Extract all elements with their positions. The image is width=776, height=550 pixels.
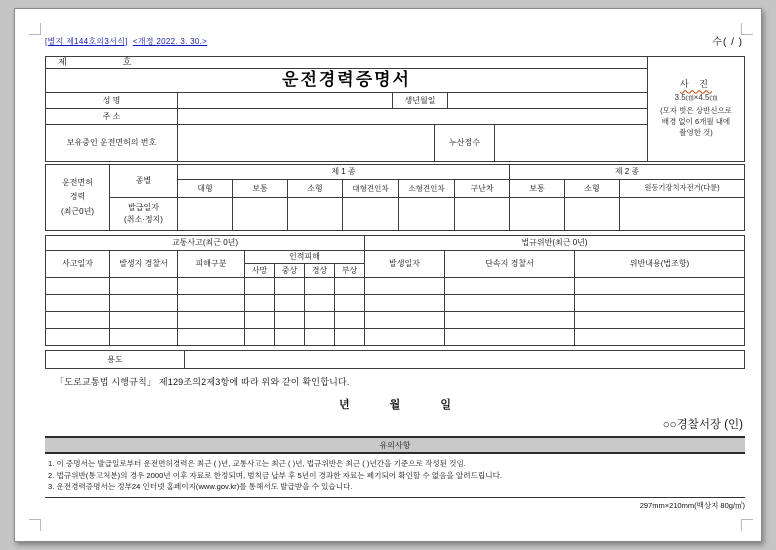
class2-type-small: 소형 <box>565 180 620 198</box>
identity-section <box>45 56 745 162</box>
accident-violation-section <box>45 235 745 346</box>
photo-note-2: 배경 없이 6개월 내에 <box>661 116 731 126</box>
issue-date-label: 발급일자 (취소·정지) <box>110 198 178 231</box>
empty-cell[interactable] <box>46 295 110 312</box>
year-label: 년 <box>339 399 350 411</box>
bottom-rule <box>45 497 745 498</box>
empty-cell[interactable] <box>575 329 745 346</box>
class2-type-normal: 보통 <box>510 180 565 198</box>
address-value-cell[interactable] <box>178 109 648 125</box>
copy-count: 수( / ) <box>712 37 743 48</box>
document-number-row <box>46 57 648 69</box>
notice-item-2: 2. 법규위반(통고처분)의 경우 2000년 이후 자료로 한정되며, 범칙금 납부 후 5년이 경과한 자료는 폐기되어 확인할 수 없음을 알려드립니다. <box>48 470 503 480</box>
empty-cell[interactable] <box>365 295 445 312</box>
class2-type-motorized: 원동기장치자전거(다륜) <box>620 180 745 198</box>
notice-header: 유의사항 <box>45 436 745 454</box>
empty-cell[interactable] <box>178 329 245 346</box>
injury-wound-label: 부상 <box>335 264 365 278</box>
empty-cell[interactable] <box>575 278 745 295</box>
revision-text: <개정 2022. 3. 30.> <box>132 37 208 46</box>
class1-type-small: 소형 <box>288 180 343 198</box>
empty-cell[interactable] <box>445 295 575 312</box>
empty-cell[interactable] <box>245 329 275 346</box>
margin-mark-top-left <box>29 23 41 35</box>
empty-cell[interactable] <box>110 329 178 346</box>
birthdate-label: 생년월일 <box>393 93 448 109</box>
empty-cell[interactable] <box>305 295 335 312</box>
license-type-label: 종별 <box>110 165 178 198</box>
empty-cell[interactable] <box>110 278 178 295</box>
empty-cell[interactable] <box>365 329 445 346</box>
points-label: 누산점수 <box>435 125 495 162</box>
empty-cell[interactable] <box>110 295 178 312</box>
points-value-cell[interactable] <box>495 125 648 162</box>
issue-date-cell[interactable] <box>288 198 343 231</box>
license-number-value-cell[interactable] <box>178 125 435 162</box>
empty-cell[interactable] <box>275 312 305 329</box>
issue-date-cell[interactable] <box>399 198 455 231</box>
photo-label: 사 진 <box>680 79 712 90</box>
empty-cell[interactable] <box>305 312 335 329</box>
notice-item-3: 3. 운전경력증명서는 정부24 인터넷 홈페이지(www.gov.kr)를 통해서도 발급받을 수 있습니다. <box>48 482 353 491</box>
empty-cell[interactable] <box>305 278 335 295</box>
empty-cell[interactable] <box>335 295 365 312</box>
empty-cell[interactable] <box>110 312 178 329</box>
name-value-cell[interactable] <box>178 93 393 109</box>
class1-type-small-tow: 소형견인차 <box>399 180 455 198</box>
empty-cell[interactable] <box>445 312 575 329</box>
notice-item-1: 1. 이 증명서는 발급일로부터 운전면허경력은 최근 ( )년, 교통사고는 최근 ( )년, 법규위반은 최근 ( )년간을 기준으로 작성된 것임. <box>48 459 466 468</box>
issue-date-cell[interactable] <box>510 198 565 231</box>
empty-cell[interactable] <box>335 278 365 295</box>
doc-no-right: 호 <box>122 57 132 68</box>
legal-statement: 「도로교통법 시행규칙」 제129조의2제3항에 따라 위와 같이 확인합니다. <box>55 377 350 387</box>
violation-header: 법규위반(최근 0년) <box>365 236 745 251</box>
class1-header: 제 1 종 <box>178 165 510 180</box>
usage-section <box>45 350 745 369</box>
form-title: 운전경력증명서 <box>46 69 648 93</box>
empty-cell[interactable] <box>365 312 445 329</box>
photo-note-1: (모자 벗은 상반신으로 <box>660 105 732 115</box>
injury-minor-label: 경상 <box>305 264 335 278</box>
empty-cell[interactable] <box>245 312 275 329</box>
empty-cell[interactable] <box>305 329 335 346</box>
empty-cell[interactable] <box>335 312 365 329</box>
issue-date-cell[interactable] <box>455 198 510 231</box>
usage-label: 용도 <box>46 351 185 369</box>
empty-cell[interactable] <box>445 329 575 346</box>
class1-type-rescue: 구난차 <box>455 180 510 198</box>
empty-cell[interactable] <box>445 278 575 295</box>
paper-spec: 297mm×210mm(백상지 80g/㎡) <box>639 500 745 510</box>
empty-cell[interactable] <box>275 278 305 295</box>
notice-list <box>45 458 745 493</box>
margin-mark-bottom-right <box>741 519 753 531</box>
issue-date-cell[interactable] <box>233 198 288 231</box>
form-ref-text: [별지 제144호의3서식] <box>45 37 128 46</box>
issue-date-cell[interactable] <box>178 198 233 231</box>
margin-mark-bottom-left <box>29 519 41 531</box>
certificate-form <box>45 56 745 511</box>
empty-cell[interactable] <box>365 278 445 295</box>
class1-type-normal: 보통 <box>233 180 288 198</box>
month-label: 월 <box>389 399 401 411</box>
empty-cell[interactable] <box>178 295 245 312</box>
record-row <box>46 329 745 346</box>
signer-line: ○○경찰서장 (인) <box>662 419 743 431</box>
empty-cell[interactable] <box>245 295 275 312</box>
empty-cell[interactable] <box>275 295 305 312</box>
usage-value-cell[interactable] <box>185 351 745 369</box>
photo-note-3: 촬영한 것) <box>679 127 713 137</box>
empty-cell[interactable] <box>575 295 745 312</box>
address-label: 주 소 <box>46 109 178 125</box>
issue-date-cell[interactable] <box>565 198 620 231</box>
damage-type-label: 피해구분 <box>178 251 245 278</box>
accident-date-label: 사고일자 <box>46 251 110 278</box>
empty-cell[interactable] <box>245 278 275 295</box>
class1-type-large-tow: 대형견인차 <box>343 180 399 198</box>
violation-police-label: 단속지 경찰서 <box>445 251 575 278</box>
class2-header: 제 2 종 <box>510 165 745 180</box>
violation-content-label: 위반내용(법조항) <box>575 251 745 278</box>
empty-cell[interactable] <box>46 312 110 329</box>
birthdate-value-cell[interactable] <box>448 93 648 109</box>
empty-cell[interactable] <box>178 312 245 329</box>
empty-cell[interactable] <box>335 329 365 346</box>
doc-no-left: 제 <box>58 57 67 68</box>
empty-cell[interactable] <box>46 329 110 346</box>
empty-cell[interactable] <box>275 329 305 346</box>
form-reference <box>45 36 207 47</box>
record-row <box>46 312 745 329</box>
injury-death-label: 사망 <box>245 264 275 278</box>
record-row <box>46 295 745 312</box>
empty-cell[interactable] <box>575 312 745 329</box>
name-label: 성 명 <box>46 93 178 109</box>
date-line <box>45 396 745 412</box>
document-page <box>14 8 762 542</box>
empty-cell[interactable] <box>178 278 245 295</box>
license-history-section <box>45 164 745 231</box>
day-label: 일 <box>440 399 451 411</box>
photo-box <box>648 57 745 162</box>
issue-date-cell[interactable] <box>620 198 745 231</box>
license-history-label: 운전면허 경력 (최근0년) <box>46 165 110 231</box>
accident-police-label: 발생지 경찰서 <box>110 251 178 278</box>
violation-date-label: 발생일자 <box>365 251 445 278</box>
class1-type-large: 대형 <box>178 180 233 198</box>
issue-date-cell[interactable] <box>343 198 399 231</box>
photo-size: 3.5㎝×4.5㎝ <box>674 93 718 103</box>
accident-header: 교통사고(최근 0년) <box>46 236 365 251</box>
record-row <box>46 278 745 295</box>
injury-serious-label: 중상 <box>275 264 305 278</box>
license-number-label: 보유중인 운전면허의 번호 <box>46 125 178 162</box>
empty-cell[interactable] <box>46 278 110 295</box>
injury-header: 인적피해 <box>245 251 365 264</box>
